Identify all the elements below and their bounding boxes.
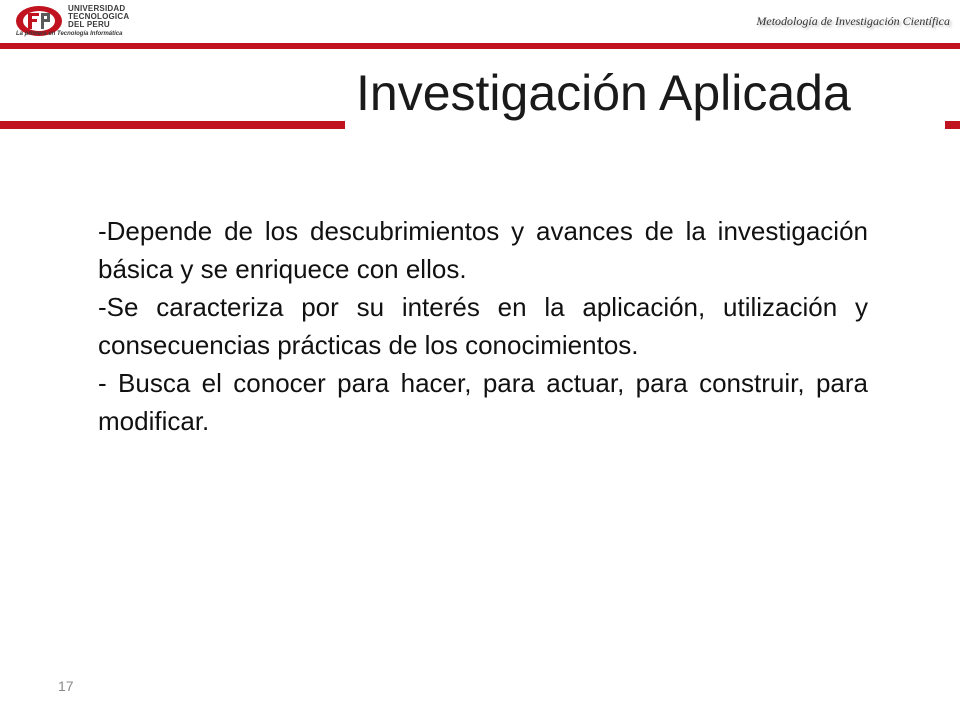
logo-line-2: TECNOLOGICA bbox=[68, 12, 130, 21]
logo-tagline: La primera en Tecnología Informática bbox=[16, 31, 123, 37]
logo-text bbox=[68, 5, 129, 29]
logo-line-1: UNIVERSIDAD bbox=[68, 4, 126, 13]
body-paragraph-2: -Se caracteriza por su interés en la aplicación, utilización y consecuencias prácticas de los conocimientos. bbox=[98, 292, 868, 360]
logo-line-3: DEL PERU bbox=[68, 20, 110, 29]
page-number: 17 bbox=[58, 678, 74, 694]
slide-body bbox=[98, 212, 868, 440]
slide-title: Investigación Aplicada bbox=[356, 65, 851, 121]
university-logo bbox=[14, 4, 214, 40]
body-paragraph-3: - Busca el conocer para hacer, para actuar, para construir, para modificar. bbox=[98, 368, 868, 436]
course-caption: Metodología de Investigación Científica bbox=[756, 14, 950, 28]
body-paragraph-1: -Depende de los descubrimientos y avances de la investigación básica y se enriquece con ellos. bbox=[98, 216, 868, 284]
header-bar-top bbox=[0, 43, 960, 49]
